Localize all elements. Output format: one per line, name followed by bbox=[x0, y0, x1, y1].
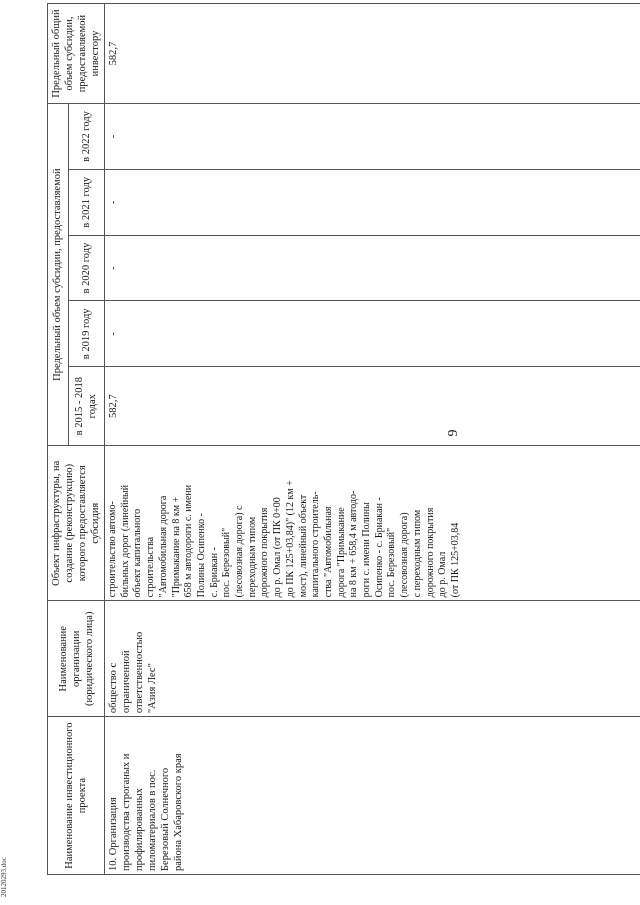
infrastructure-line: дорожного покрытия bbox=[259, 507, 271, 598]
infrastructure-line: роги с. имени Полины bbox=[361, 502, 373, 598]
infrastructure-line: до р. Омал bbox=[437, 551, 449, 598]
organization-cell bbox=[105, 601, 640, 717]
header-2019: в 2019 году bbox=[68, 301, 104, 367]
value-2022: - bbox=[105, 104, 640, 170]
project-line: пиломатериалов в пос. bbox=[147, 769, 158, 871]
value-total: 582,7 bbox=[105, 4, 640, 104]
infrastructure-line: "Автомобильная дорога bbox=[157, 495, 169, 598]
infrastructure-line: до р. Омал (от ПК 0+00 bbox=[272, 497, 284, 598]
infrastructure-line: объект капитального bbox=[132, 508, 144, 598]
project-line: 10. Организация bbox=[108, 797, 119, 871]
value-2021: - bbox=[105, 169, 640, 235]
table-row bbox=[105, 4, 640, 875]
infrastructure-line: Осипенко - с. Бриакан - bbox=[373, 497, 385, 598]
infrastructure-line: пос. Березовый" bbox=[386, 527, 398, 598]
infrastructure-line: дорога "Примыкание bbox=[335, 507, 347, 598]
infrastructure-line: строительства bbox=[145, 536, 157, 598]
file-name: 20120293.doc bbox=[0, 857, 8, 897]
subsidy-table bbox=[47, 3, 640, 875]
header-2020: в 2020 году bbox=[68, 235, 104, 301]
header-total: Предельный общий объем субсидии, предоставляемой инвестору bbox=[48, 4, 105, 104]
infrastructure-cell bbox=[105, 446, 640, 601]
project-line: производства строганых и bbox=[121, 753, 132, 871]
project-line: Березовый Солнечного bbox=[160, 767, 171, 871]
infrastructure-line: переходным типом bbox=[246, 516, 258, 598]
organization-line: ответственностью bbox=[134, 631, 145, 714]
organization-line: ограниченной bbox=[121, 650, 132, 714]
infrastructure-line: ства "Автомобильная bbox=[322, 506, 334, 598]
value-2019: - bbox=[105, 301, 640, 367]
infrastructure-line: до ПК 125+03,84)" (12 км + bbox=[284, 480, 296, 598]
infrastructure-line: 658 м автодороги с. имени bbox=[183, 484, 195, 598]
infrastructure-line: (от ПК 125+03,84 bbox=[449, 522, 461, 598]
infrastructure-line: (лесовозная дорога) с bbox=[234, 505, 246, 598]
page-number: 9 bbox=[446, 429, 461, 437]
infrastructure-line: с. Бриакан - bbox=[208, 547, 220, 598]
organization-line: общество с bbox=[108, 662, 119, 714]
infrastructure-line: мост), линейный объект bbox=[297, 494, 309, 598]
infrastructure-line: дорожного покрытия bbox=[424, 507, 436, 598]
value-2015-2018: 582,7 bbox=[105, 367, 640, 446]
infrastructure-line: с переходным типом bbox=[411, 509, 423, 598]
header-2022: в 2022 году bbox=[68, 104, 104, 170]
header-project: Наименование инвестиционного проекта bbox=[48, 717, 105, 875]
infrastructure-line: Полины Осипенко - bbox=[195, 513, 207, 598]
header-row-1 bbox=[48, 4, 69, 875]
infrastructure-line: капитального строитель- bbox=[310, 491, 322, 598]
header-organization: Наименование организации (юридического лица) bbox=[48, 601, 105, 717]
value-2020: - bbox=[105, 235, 640, 301]
infrastructure-line: строительство автомо- bbox=[107, 501, 118, 598]
infrastructure-line: пос. Березовый" bbox=[221, 527, 233, 598]
organization-line: "Азия Лес" bbox=[147, 663, 158, 714]
project-name-cell bbox=[105, 717, 640, 875]
header-2015-2018: в 2015 - 2018 годах bbox=[68, 367, 104, 446]
infrastructure-line: бильных дорог (линейный bbox=[119, 484, 131, 598]
header-subsidy-group: Предельный объем субсидии, предоставляемой bbox=[48, 104, 69, 446]
header-infrastructure: Объект инфраструктуры, на создание (реконструкцию) которого предоставляется субсидия bbox=[48, 446, 105, 601]
project-line: района Хабаровского края bbox=[173, 753, 184, 871]
infrastructure-line: (лесовозная дорога) bbox=[399, 512, 411, 598]
project-line: профилированных bbox=[134, 788, 145, 871]
header-2021: в 2021 году bbox=[68, 169, 104, 235]
infrastructure-line: "Примыкание на 8 км + bbox=[170, 496, 182, 598]
infrastructure-line: на 8 км + 658,4 м автодо- bbox=[348, 490, 360, 598]
